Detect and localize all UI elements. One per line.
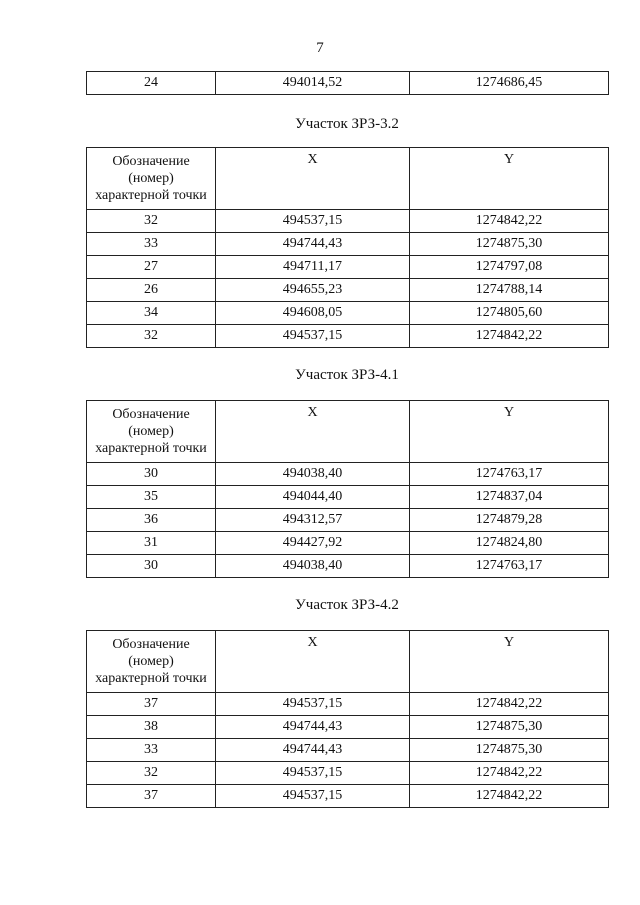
continued-table xyxy=(86,71,609,95)
y-coordinate: 1274837,04 xyxy=(410,486,609,509)
header-x: X xyxy=(216,401,410,463)
y-coordinate: 1274875,30 xyxy=(410,739,609,762)
point-number: 32 xyxy=(87,325,216,348)
table-row xyxy=(87,739,609,762)
y-coordinate: 1274842,22 xyxy=(410,325,609,348)
y-coordinate: 1274842,22 xyxy=(410,785,609,808)
table-header-row xyxy=(87,148,609,210)
table-row xyxy=(87,532,609,555)
point-number: 32 xyxy=(87,210,216,233)
point-number: 30 xyxy=(87,555,216,578)
table-row xyxy=(87,279,609,302)
point-number: 30 xyxy=(87,463,216,486)
y-coordinate: 1274805,60 xyxy=(410,302,609,325)
coordinates-table-zrz-4-1 xyxy=(86,400,609,578)
header-y: Y xyxy=(410,401,609,463)
section-title-zrz-4-2: Участок ЗРЗ-4.2 xyxy=(295,597,399,613)
section-title-zrz-4-1: Участок ЗРЗ-4.1 xyxy=(295,367,399,383)
y-coordinate: 1274824,80 xyxy=(410,532,609,555)
header-point-number: Обозначение (номер) характерной точки xyxy=(87,148,216,210)
y-coordinate: 1274842,22 xyxy=(410,210,609,233)
x-coordinate: 494044,40 xyxy=(216,486,410,509)
table-row xyxy=(87,509,609,532)
x-coordinate: 494038,40 xyxy=(216,555,410,578)
header-x: X xyxy=(216,148,410,210)
x-coordinate: 494537,15 xyxy=(216,325,410,348)
table-row xyxy=(87,325,609,348)
y-coordinate: 1274875,30 xyxy=(410,233,609,256)
table-row xyxy=(87,463,609,486)
x-coordinate: 494537,15 xyxy=(216,762,410,785)
point-number: 33 xyxy=(87,233,216,256)
page-number: 7 xyxy=(316,40,324,56)
x-coordinate: 494608,05 xyxy=(216,302,410,325)
header-point-number: Обозначение (номер) характерной точки xyxy=(87,401,216,463)
y-coordinate: 1274788,14 xyxy=(410,279,609,302)
x-coordinate: 494537,15 xyxy=(216,693,410,716)
table-row xyxy=(87,555,609,578)
x-coordinate: 494537,15 xyxy=(216,785,410,808)
point-number: 26 xyxy=(87,279,216,302)
point-number: 38 xyxy=(87,716,216,739)
x-coordinate: 494744,43 xyxy=(216,739,410,762)
x-coordinate: 494312,57 xyxy=(216,509,410,532)
header-x: X xyxy=(216,631,410,693)
table-row xyxy=(87,716,609,739)
y-coordinate: 1274842,22 xyxy=(410,693,609,716)
table-row xyxy=(87,233,609,256)
table-row xyxy=(87,486,609,509)
point-number: 37 xyxy=(87,693,216,716)
table-row xyxy=(87,762,609,785)
point-number: 33 xyxy=(87,739,216,762)
table-row xyxy=(87,785,609,808)
point-number: 34 xyxy=(87,302,216,325)
point-number: 37 xyxy=(87,785,216,808)
table-row xyxy=(87,72,609,95)
point-number: 27 xyxy=(87,256,216,279)
table-header-row xyxy=(87,631,609,693)
x-coordinate: 494655,23 xyxy=(216,279,410,302)
y-coordinate: 1274686,45 xyxy=(410,72,609,95)
coordinates-table-zrz-3-2 xyxy=(86,147,609,348)
y-coordinate: 1274797,08 xyxy=(410,256,609,279)
x-coordinate: 494014,52 xyxy=(216,72,410,95)
header-point-number: Обозначение (номер) характерной точки xyxy=(87,631,216,693)
point-number: 36 xyxy=(87,509,216,532)
x-coordinate: 494744,43 xyxy=(216,716,410,739)
x-coordinate: 494537,15 xyxy=(216,210,410,233)
table-row xyxy=(87,693,609,716)
x-coordinate: 494427,92 xyxy=(216,532,410,555)
coordinates-table-zrz-4-2 xyxy=(86,630,609,808)
table-row xyxy=(87,256,609,279)
table-header-row xyxy=(87,401,609,463)
header-y: Y xyxy=(410,631,609,693)
y-coordinate: 1274763,17 xyxy=(410,463,609,486)
x-coordinate: 494711,17 xyxy=(216,256,410,279)
y-coordinate: 1274879,28 xyxy=(410,509,609,532)
header-y: Y xyxy=(410,148,609,210)
section-title-zrz-3-2: Участок ЗРЗ-3.2 xyxy=(295,116,399,132)
x-coordinate: 494744,43 xyxy=(216,233,410,256)
y-coordinate: 1274875,30 xyxy=(410,716,609,739)
point-number: 24 xyxy=(87,72,216,95)
y-coordinate: 1274842,22 xyxy=(410,762,609,785)
point-number: 32 xyxy=(87,762,216,785)
table-row xyxy=(87,210,609,233)
x-coordinate: 494038,40 xyxy=(216,463,410,486)
point-number: 31 xyxy=(87,532,216,555)
point-number: 35 xyxy=(87,486,216,509)
table-row xyxy=(87,302,609,325)
y-coordinate: 1274763,17 xyxy=(410,555,609,578)
